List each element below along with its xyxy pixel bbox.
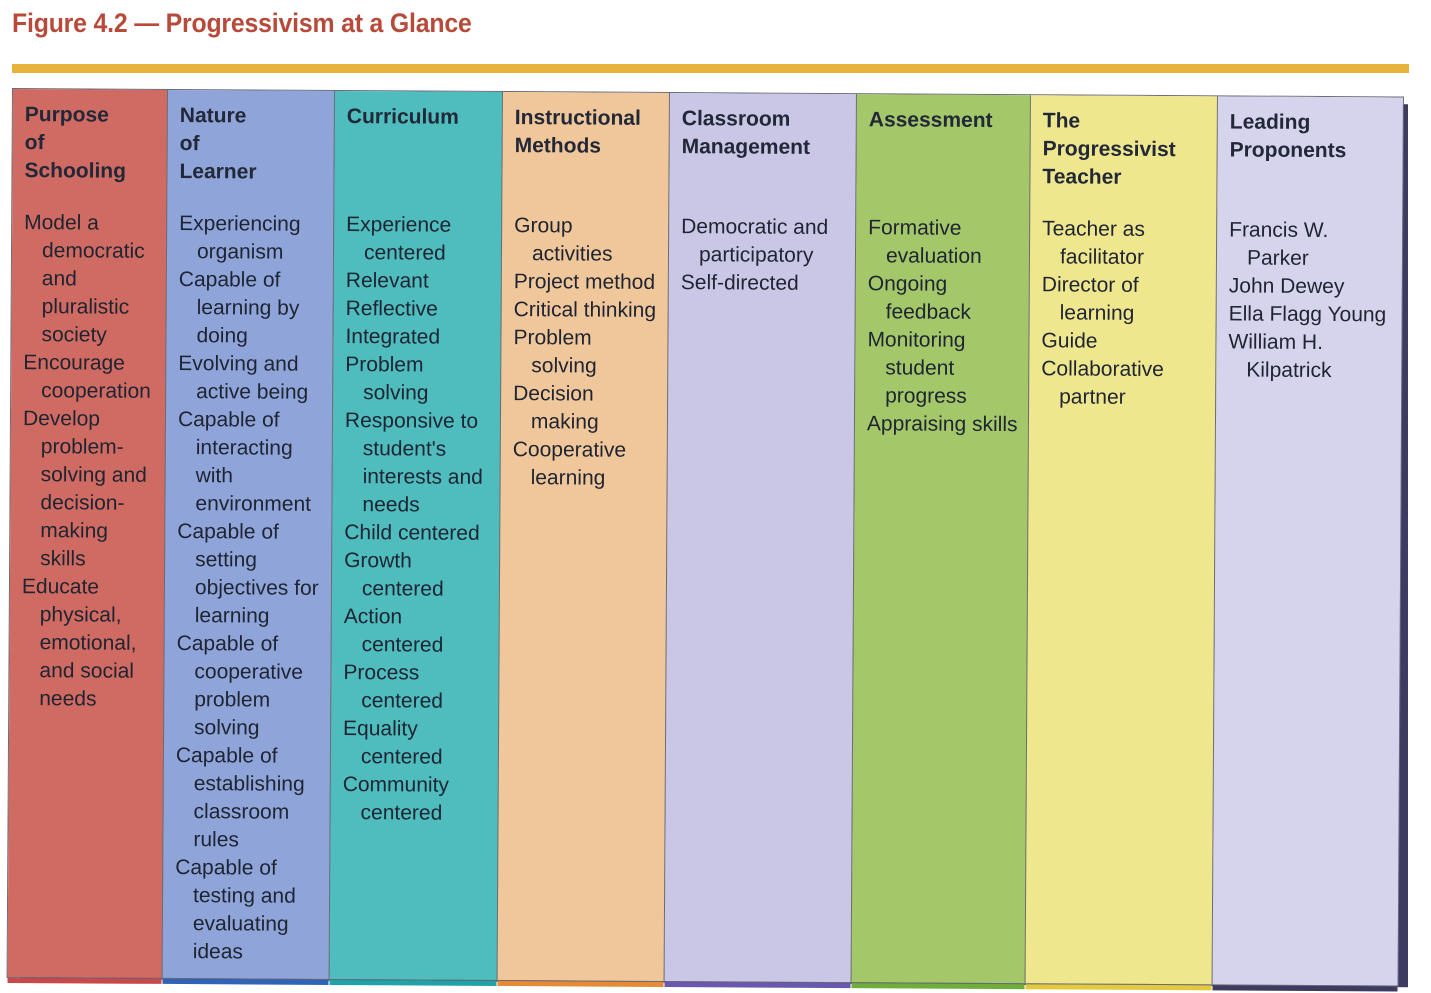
column-items bbox=[1228, 216, 1392, 385]
column-color-bar bbox=[1213, 985, 1398, 991]
list-item: Responsive to student's interests and needs bbox=[344, 409, 483, 517]
column-header bbox=[346, 103, 492, 212]
column-color-bar bbox=[852, 983, 1025, 989]
list-item: Capable of testing and evaluating ideas bbox=[175, 856, 296, 964]
list-item: Model a democratic and pluralistic society bbox=[24, 211, 145, 347]
column-header-line: Teacher bbox=[1042, 165, 1122, 189]
column-color-bar bbox=[330, 980, 497, 986]
list-item: Problem solving bbox=[345, 353, 429, 405]
column-items bbox=[867, 214, 1019, 439]
list-item: John Dewey bbox=[1228, 274, 1345, 299]
column-3 bbox=[498, 92, 670, 981]
column-items bbox=[21, 209, 156, 714]
column-header-line: Instructional bbox=[514, 106, 641, 130]
column-color-bar bbox=[163, 979, 329, 985]
column-0 bbox=[8, 89, 168, 978]
list-item: Decision making bbox=[513, 382, 599, 434]
column-header-line: Learner bbox=[179, 160, 257, 184]
column-items bbox=[342, 211, 491, 828]
column-items bbox=[175, 210, 324, 967]
column-6 bbox=[1026, 95, 1218, 984]
column-1 bbox=[163, 90, 335, 979]
list-item: Project method bbox=[513, 270, 656, 294]
column-5 bbox=[852, 94, 1031, 983]
column-header bbox=[681, 105, 846, 214]
column-color-bar bbox=[665, 982, 851, 988]
column-color-bar bbox=[498, 981, 664, 987]
list-item: Develop problem-solving and decision-making skills bbox=[22, 407, 147, 571]
list-item: Formative evaluation bbox=[868, 216, 982, 268]
list-item: Evolving and active being bbox=[178, 352, 309, 404]
column-header bbox=[514, 104, 659, 213]
list-item: William H. Kilpatrick bbox=[1228, 330, 1332, 383]
column-header-line: Assessment bbox=[868, 108, 993, 132]
list-item: Appraising skills bbox=[866, 412, 1018, 437]
column-color-bar bbox=[8, 978, 162, 984]
list-item: Integrated bbox=[345, 325, 441, 349]
list-item: Experience centered bbox=[346, 213, 452, 265]
list-item: Group activities bbox=[514, 214, 613, 266]
list-item: Problem solving bbox=[513, 326, 597, 378]
list-item: Critical thinking bbox=[513, 298, 657, 322]
column-header-line: Methods bbox=[514, 134, 602, 158]
list-item: Encourage cooperation bbox=[23, 351, 151, 403]
progressivism-table bbox=[7, 88, 1404, 986]
list-item: Ella Flagg Young bbox=[1228, 302, 1387, 327]
column-header bbox=[24, 101, 157, 210]
list-item: Reflective bbox=[345, 297, 438, 321]
column-items bbox=[513, 212, 659, 493]
list-item: Capable of learning by doing bbox=[178, 268, 300, 348]
column-header-line: Nature bbox=[179, 104, 247, 128]
list-item: Capable of interacting with environment bbox=[177, 408, 312, 516]
figure-title: Figure 4.2 — Progressivism at a Glance bbox=[12, 8, 472, 38]
list-item: Guide bbox=[1041, 329, 1098, 353]
column-header bbox=[1042, 107, 1207, 216]
column-header-line: Purpose bbox=[24, 103, 109, 127]
list-item: Capable of establishing classroom rules bbox=[175, 744, 305, 852]
list-item: Monitoring student progress bbox=[867, 328, 967, 408]
list-item: Relevant bbox=[345, 269, 429, 293]
column-4 bbox=[665, 93, 857, 982]
column-items bbox=[681, 213, 846, 298]
column-header-line: Classroom bbox=[681, 107, 791, 131]
title-rule bbox=[12, 64, 1409, 73]
column-2 bbox=[330, 91, 503, 980]
list-item: Capable of setting objectives for learning bbox=[177, 520, 319, 628]
column-header-line: Progressivist bbox=[1042, 137, 1176, 162]
column-header-line: Curriculum bbox=[346, 105, 459, 129]
column-header-line: Management bbox=[681, 135, 811, 159]
column-header bbox=[868, 106, 1020, 215]
list-item: Francis W. Parker bbox=[1229, 218, 1329, 270]
list-item: Teacher as facilitator bbox=[1042, 217, 1145, 269]
list-item: Educate physical, emotional, and social needs bbox=[21, 575, 137, 711]
column-header-line: Leading bbox=[1229, 110, 1311, 134]
column-header-line: of bbox=[179, 132, 200, 156]
column-header bbox=[1229, 108, 1393, 217]
list-item: Growth centered bbox=[344, 549, 444, 601]
list-item: Democratic and participatory bbox=[681, 215, 829, 267]
column-7 bbox=[1213, 96, 1403, 985]
column-header-line: The bbox=[1042, 109, 1081, 133]
list-item: Director of learning bbox=[1041, 273, 1139, 325]
column-header-line: Proponents bbox=[1229, 138, 1347, 163]
list-item: Cooperative learning bbox=[512, 438, 627, 490]
list-item: Capable of cooperative problem solving bbox=[176, 632, 304, 740]
column-color-bar bbox=[1026, 984, 1212, 990]
list-item: Process centered bbox=[343, 661, 444, 713]
list-item: Experiencing organism bbox=[179, 212, 301, 264]
list-item: Community centered bbox=[342, 773, 450, 825]
list-item: Equality centered bbox=[343, 717, 443, 769]
list-item: Child centered bbox=[344, 521, 480, 545]
column-header-line: of bbox=[24, 131, 45, 155]
list-item: Collaborative partner bbox=[1041, 357, 1164, 409]
column-items bbox=[1041, 215, 1206, 412]
list-item: Ongoing feedback bbox=[867, 272, 971, 324]
list-item: Self-directed bbox=[680, 271, 799, 295]
list-item: Action centered bbox=[343, 605, 444, 657]
column-header-line: Schooling bbox=[24, 159, 127, 183]
column-header bbox=[179, 102, 324, 211]
